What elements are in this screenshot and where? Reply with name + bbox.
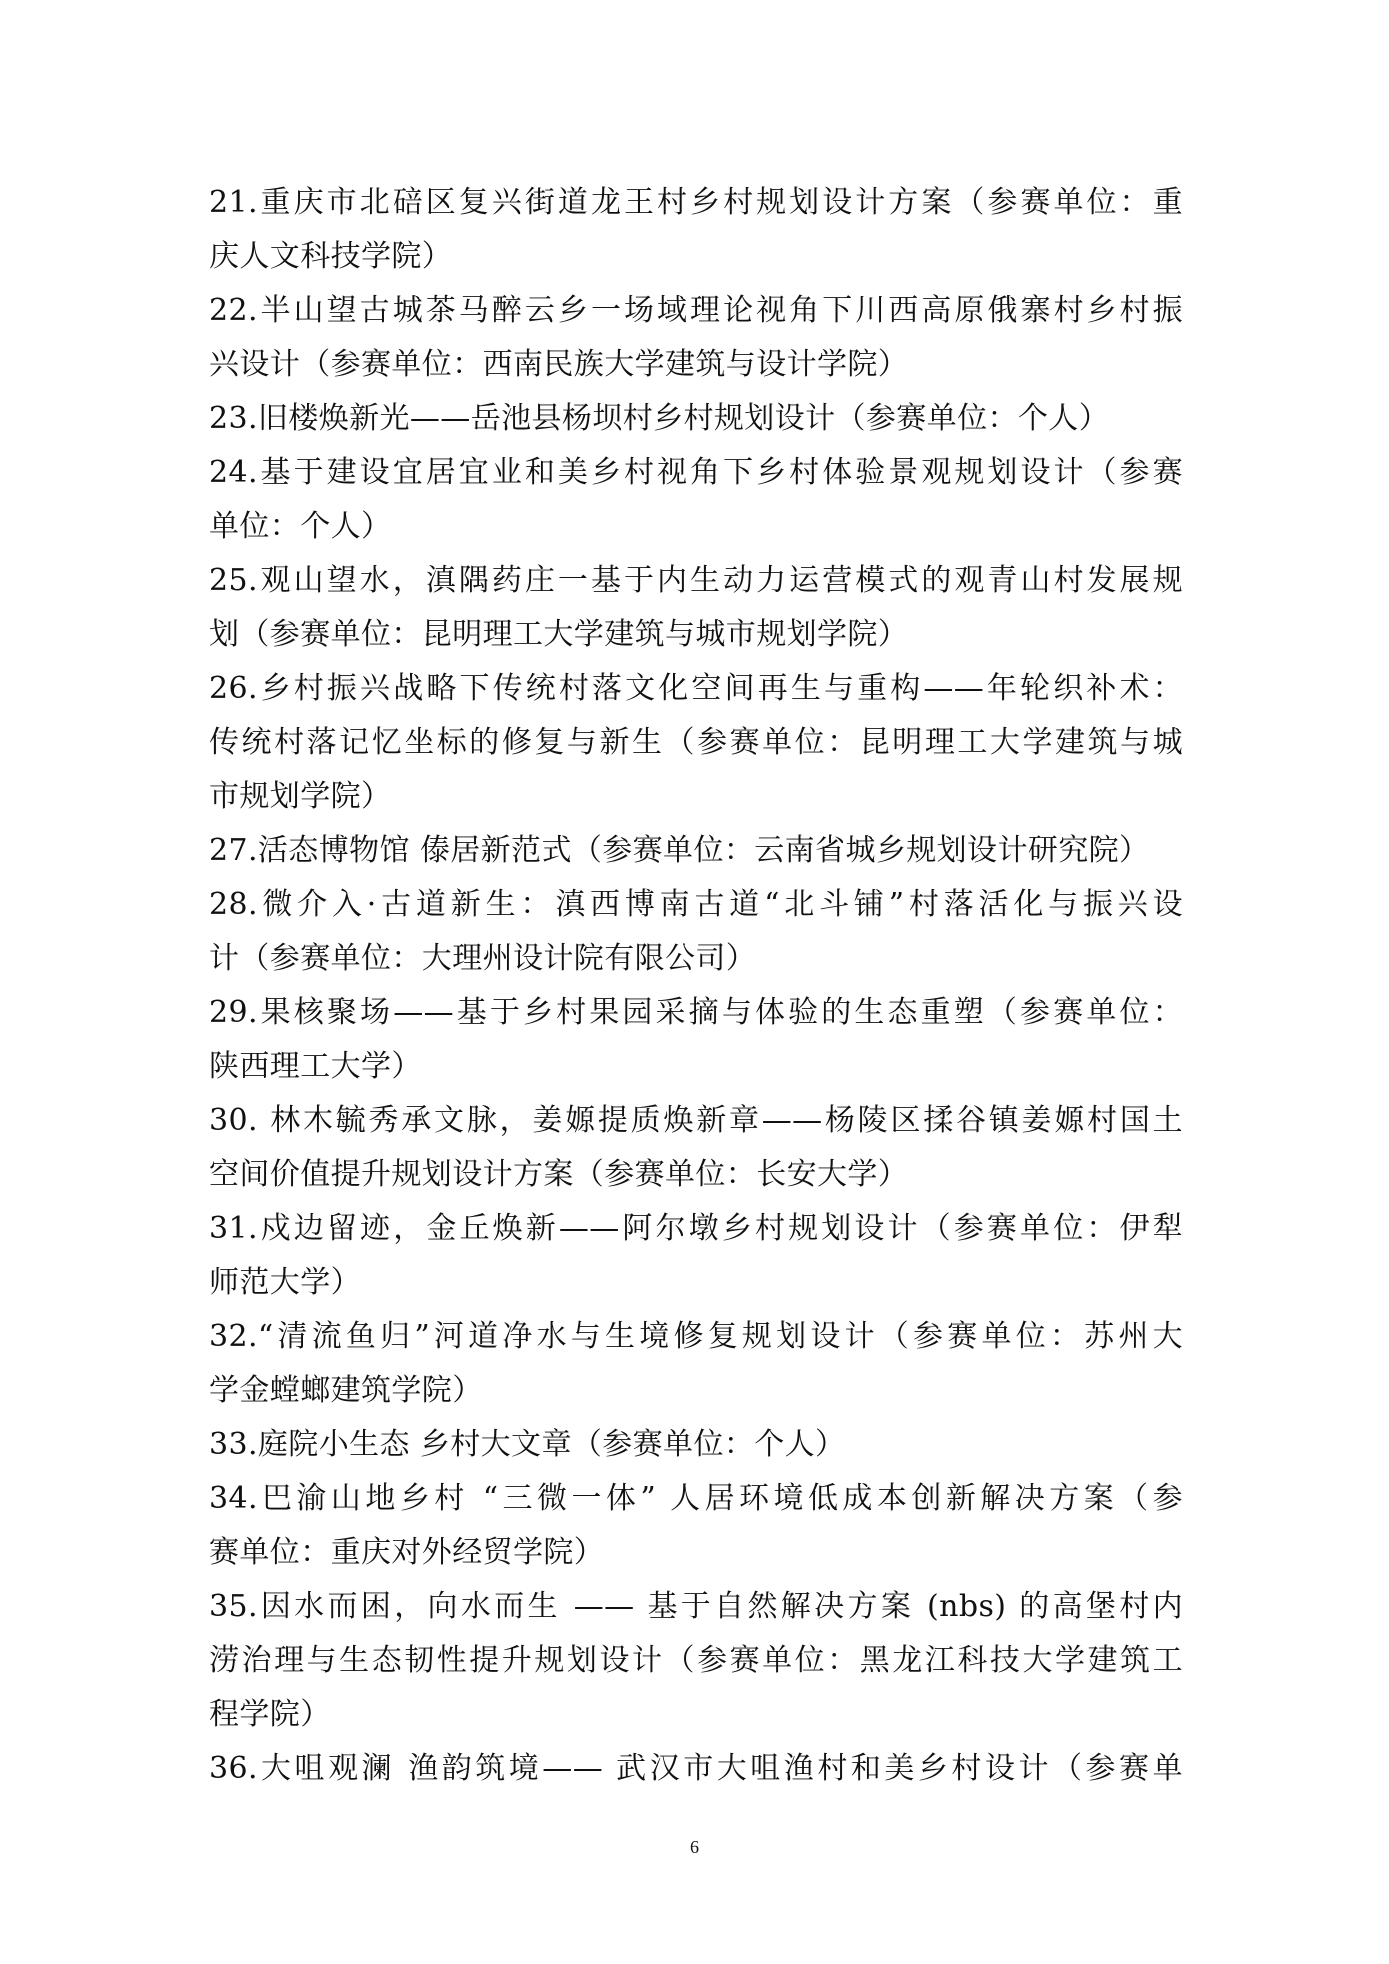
text-line: 35.因水而困，向水而生 —— 基于自然解决方案 (nbs) 的高堡村内: [209, 1589, 1183, 1624]
text-line: 程学院）: [209, 1697, 331, 1732]
text-line: 25.观山望水，滇隅药庄一基于内生动力运营模式的观青山村发展规: [209, 563, 1183, 598]
text-line: 26.乡村振兴战略下传统村落文化空间再生与重构——年轮织补术：: [209, 671, 1183, 706]
text-line: 22.半山望古城茶马醉云乡一场域理论视角下川西高原俄寨村乡村振: [209, 293, 1183, 328]
text-line: 36.大咀观澜 渔韵筑境—— 武汉市大咀渔村和美乡村设计（参赛单: [209, 1751, 1183, 1786]
text-line: 34.巴渝山地乡村 “三微一体” 人居环境低成本创新解决方案（参: [209, 1481, 1183, 1516]
page-number: 6: [690, 1837, 699, 1857]
text-line: 21.重庆市北碚区复兴街道龙王村乡村规划设计方案（参赛单位：重: [209, 185, 1183, 220]
text-line: 划（参赛单位：昆明理工大学建筑与城市规划学院）: [209, 617, 909, 652]
text-line: 29.果核聚场——基于乡村果园采摘与体验的生态重塑（参赛单位：: [209, 995, 1183, 1030]
text-line: 赛单位：重庆对外经贸学院）: [209, 1535, 605, 1570]
text-line: 空间价值提升规划设计方案（参赛单位：长安大学）: [209, 1157, 909, 1192]
text-line: 31.戍边留迹，金丘焕新——阿尔墩乡村规划设计（参赛单位：伊犁: [209, 1211, 1183, 1246]
text-line: 传统村落记忆坐标的修复与新生（参赛单位：昆明理工大学建筑与城: [209, 725, 1183, 760]
text-line: 学金螳螂建筑学院）: [209, 1373, 483, 1408]
text-line: 32.“清流鱼归”河道净水与生境修复规划设计（参赛单位：苏州大: [209, 1319, 1183, 1354]
entry-list: [209, 176, 1183, 1796]
text-line: 23.旧楼焕新光——岳池县杨坝村乡村规划设计（参赛单位：个人）: [209, 401, 1110, 436]
text-line: 28.微介入·古道新生：滇西博南古道“北斗铺”村落活化与振兴设: [209, 887, 1183, 922]
text-line: 单位：个人）: [209, 509, 392, 544]
text-line: 涝治理与生态韧性提升规划设计（参赛单位：黑龙江科技大学建筑工: [209, 1643, 1183, 1678]
text-line: 30. 林木毓秀承文脉，姜嫄提质焕新章——杨陵区揉谷镇姜嫄村国土: [209, 1103, 1183, 1138]
text-line: 师范大学）: [209, 1265, 361, 1300]
text-line: 陕西理工大学）: [209, 1049, 422, 1084]
text-line: 兴设计（参赛单位：西南民族大学建筑与设计学院）: [209, 347, 909, 382]
text-line: 计（参赛单位：大理州设计院有限公司）: [209, 941, 757, 976]
text-line: 市规划学院）: [209, 779, 392, 814]
text-line: 24.基于建设宜居宜业和美乡村视角下乡村体验景观规划设计（参赛: [209, 455, 1183, 490]
text-line: 33.庭院小生态 乡村大文章（参赛单位：个人）: [209, 1427, 846, 1462]
text-line: 27.活态博物馆 傣居新范式（参赛单位：云南省城乡规划设计研究院）: [209, 833, 1150, 868]
text-line: 庆人文科技学院）: [209, 239, 453, 274]
